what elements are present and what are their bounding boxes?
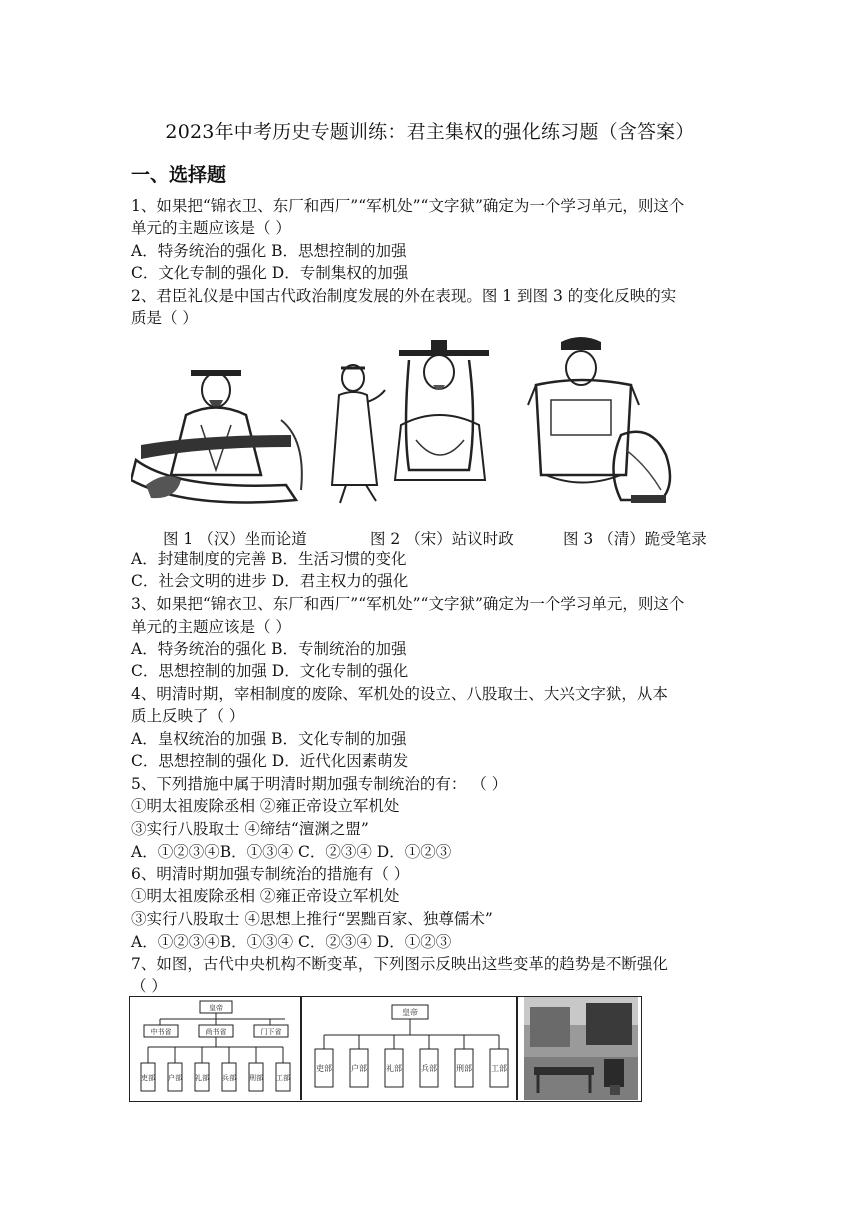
mid-diagram-top: 皇帝 xyxy=(402,1008,418,1017)
question-7-line-2: （ ） xyxy=(131,977,167,995)
central-institutions-figure xyxy=(129,996,642,1102)
figure-3-image xyxy=(511,330,691,515)
question-4-option-ab: A．皇权统治的加强 B．文化专制的加强 xyxy=(131,730,407,748)
question-4-line-2: 质上反映了（ ） xyxy=(131,707,245,725)
left-diagram-bottom-1: 吏部 xyxy=(141,1074,155,1082)
figure-1-image xyxy=(131,330,316,515)
document-title: 2023年中考历史专题训练：君主集权的强化练习题（含答案） xyxy=(165,121,695,143)
figure-2-caption: 图 2 （宋）站议时政 xyxy=(370,530,514,548)
figure-1-caption: 图 1 （汉）坐而论道 xyxy=(163,530,307,548)
section-heading: 一、选择题 xyxy=(131,164,227,186)
mid-diagram-bottom-1: 吏部 xyxy=(316,1064,332,1073)
question-7-line-1: 7、如图，古代中央机构不断变革，下列图示反映出这些变革的趋势是不断强化 xyxy=(131,955,668,973)
question-5-line-1: 5、下列措施中属于明清时期加强专制统治的有： （ ） xyxy=(131,775,508,793)
left-diagram-mid-2: 尚书省 xyxy=(205,1028,227,1036)
mid-diagram-bottom-3: 礼部 xyxy=(386,1064,402,1073)
question-2-line-1: 2、君臣礼仪是中国古代政治制度发展的外在表现。图 1 到图 3 的变化反映的实 xyxy=(131,287,677,305)
question-5-line-2: ①明太祖废除丞相 ②雍正帝设立军机处 xyxy=(131,797,400,815)
question-2-line-2: 质是（ ） xyxy=(131,309,198,327)
question-1-option-cd: C．文化专制的强化 D．专制集权的加强 xyxy=(131,264,409,282)
left-diagram-bottom-3: 礼部 xyxy=(195,1074,209,1082)
question-3-option-ab: A．特务统治的强化 B．专制统治的加强 xyxy=(131,640,407,658)
mid-diagram-bottom-6: 工部 xyxy=(491,1064,507,1073)
three-departments-diagram xyxy=(130,997,300,1100)
question-2-option-cd: C．社会文明的进步 D．君主权力的强化 xyxy=(131,572,409,590)
question-1-option-ab: A．特务统治的强化 B．思想控制的加强 xyxy=(131,242,407,260)
left-diagram-bottom-4: 兵部 xyxy=(222,1074,236,1082)
mid-diagram-bottom-5: 刑部 xyxy=(456,1064,472,1073)
question-5-options: A．①②③④B．①③④ C．②③④ D．①②③ xyxy=(131,843,452,861)
grand-council-photo xyxy=(524,997,638,1100)
question-6-line-3: ③实行八股取士 ④思想上推行“罢黜百家、独尊儒术” xyxy=(131,910,493,928)
left-diagram-bottom-5: 刑部 xyxy=(249,1074,263,1082)
etiquette-figures xyxy=(131,330,691,515)
question-6-line-2: ①明太祖废除丞相 ②雍正帝设立军机处 xyxy=(131,887,400,905)
question-4-option-cd: C．思想控制的强化 D．近代化因素萌发 xyxy=(131,752,409,770)
question-2-option-ab: A．封建制度的完善 B．生活习惯的变化 xyxy=(131,550,407,568)
question-6-options: A．①②③④B．①③④ C．②③④ D．①②③ xyxy=(131,933,452,951)
question-1-line-1: 1、如果把“锦衣卫、东厂和西厂”“军机处”“文字狱”确定为一个学习单元，则这个 xyxy=(131,197,685,215)
left-diagram-mid-1: 中书省 xyxy=(150,1028,172,1036)
question-3-option-cd: C．思想控制的加强 D．文化专制的强化 xyxy=(131,662,409,680)
mid-diagram-bottom-4: 兵部 xyxy=(421,1064,437,1073)
left-diagram-bottom-6: 工部 xyxy=(276,1074,290,1082)
left-diagram-mid-3: 门下省 xyxy=(260,1028,282,1036)
figure-2-image xyxy=(321,330,501,515)
mid-diagram-bottom-2: 户部 xyxy=(351,1064,367,1073)
question-3-line-1: 3、如果把“锦衣卫、东厂和西厂”“军机处”“文字狱”确定为一个学习单元，则这个 xyxy=(131,595,685,613)
panel-divider-2 xyxy=(516,997,518,1100)
figure-3-caption: 图 3 （清）跪受笔录 xyxy=(563,530,707,548)
question-1-line-2: 单元的主题应该是（ ） xyxy=(131,219,291,237)
left-diagram-top: 皇帝 xyxy=(209,1004,223,1012)
question-4-line-1: 4、明清时期，宰相制度的废除、军机处的设立、八股取士、大兴文字狱，从本 xyxy=(131,685,668,703)
six-ministries-diagram xyxy=(302,997,516,1100)
left-diagram-bottom-2: 户部 xyxy=(168,1074,182,1082)
question-5-line-3: ③实行八股取士 ④缔结“澶渊之盟” xyxy=(131,820,369,838)
question-3-line-2: 单元的主题应该是（ ） xyxy=(131,618,291,636)
question-6-line-1: 6、明清时期加强专制统治的措施有（ ） xyxy=(131,865,410,883)
